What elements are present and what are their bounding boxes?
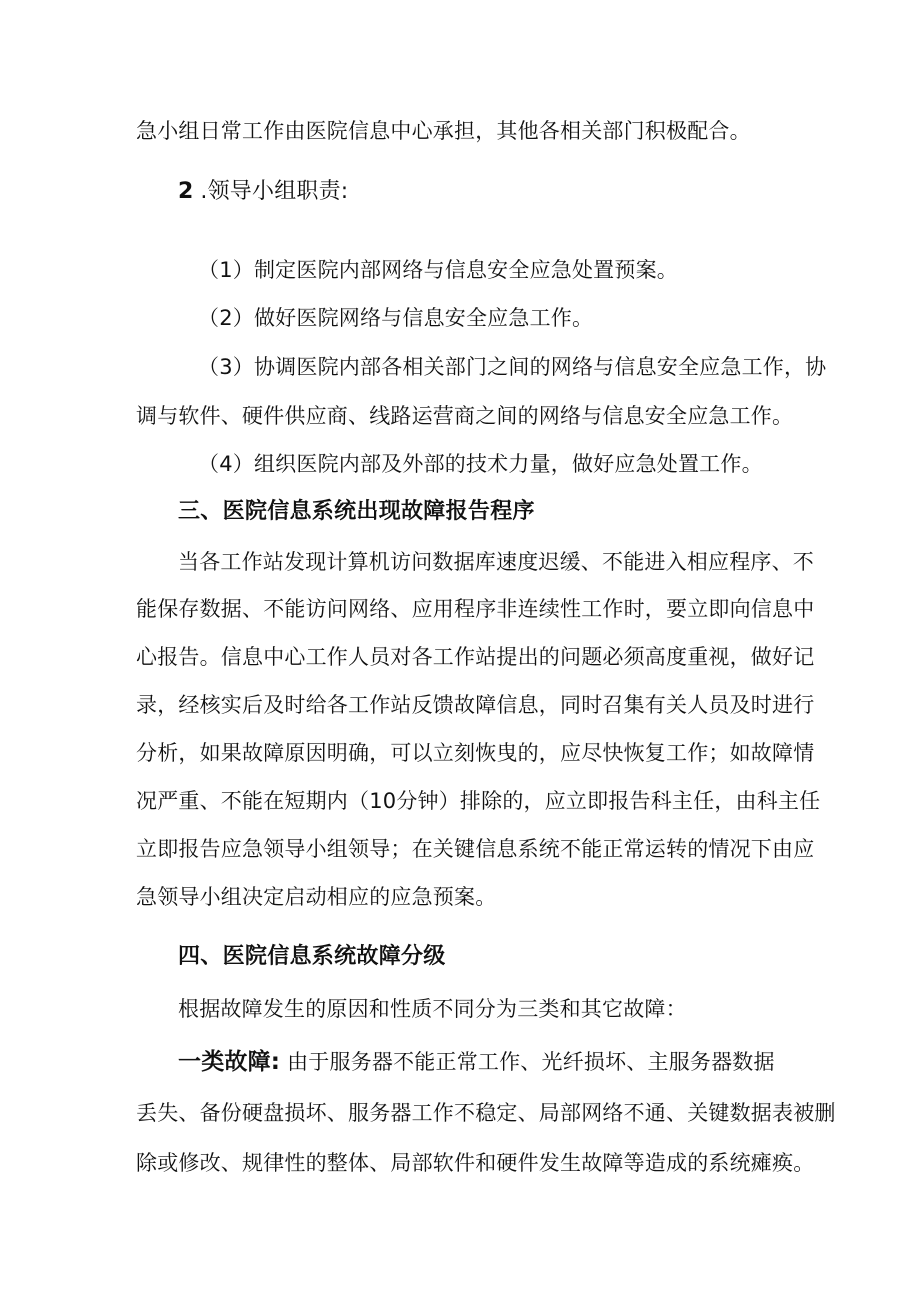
item-number: （3） xyxy=(198,355,254,379)
section4-intro: 根据故障发生的原因和性质不同分为三类和其它故障： xyxy=(178,997,687,1021)
section3-para-line-7: 立即报告应急领导小组领导；在关键信息系统不能正常运转的情况下由应 xyxy=(136,837,815,861)
class1-line-3: 除或修改、规律性的整体、局部软件和硬件发生故障等造成的系统瘫痪。 xyxy=(136,1151,815,1175)
section3-para-line-8: 急领导小组决定启动相应的应急预案。 xyxy=(136,885,497,909)
section2-title: .领导小组职责: xyxy=(200,179,349,204)
item-text: 组织医院内部及外部的技术力量，做好应急处置工作。 xyxy=(253,452,763,476)
section2-item-4 xyxy=(198,449,763,479)
section3-para-line-3: 心报告。信息中心工作人员对各工作站提出的问题必须高度重视，做好记 xyxy=(136,645,815,669)
item-number: （4） xyxy=(198,452,254,476)
section3-title: 三、医院信息系统出现故障报告程序 xyxy=(178,499,535,524)
item-text: 协调医院内部各相关部门之间的网络与信息安全应急工作，协 xyxy=(253,355,827,379)
section2-item-1 xyxy=(198,255,678,285)
section2-item-2 xyxy=(198,303,593,333)
class1-first-line xyxy=(178,1047,775,1077)
item-text: 制定医院内部网络与信息安全应急处置预案。 xyxy=(253,258,678,282)
item-number: （2） xyxy=(198,306,254,330)
section2-item-3-cont: 调与软件、硬件供应商、线路运营商之间的网络与信息安全应急工作。 xyxy=(136,404,794,428)
item-number: （1） xyxy=(198,258,254,282)
intro-line: 急小组日常工作由医院信息中心承担，其他各相关部门积极配合。 xyxy=(136,119,751,143)
class1-label: 一类故障: xyxy=(178,1049,281,1075)
section2-item-3 xyxy=(198,352,826,382)
section3-para-line-2: 能保存数据、不能访问网络、应用程序非连续性工作时，要立即向信息中 xyxy=(136,597,815,621)
item-text: 做好医院网络与信息安全应急工作。 xyxy=(253,306,594,330)
section4-title: 四、医院信息系统故障分级 xyxy=(178,944,446,969)
section2-number: 2 xyxy=(178,179,194,204)
section3-para-line-1: 当各工作站发现计算机访问数据库速度迟缓、不能进入相应程序、不 xyxy=(178,550,814,574)
section2-heading xyxy=(178,176,348,207)
class1-line-2: 丢失、备份硬盘损坏、服务器工作不稳定、局部网络不通、关键数据表被删 xyxy=(136,1101,836,1125)
section3-para-line-6: 况严重、不能在短期内（10分钟）排除的，应立即报告科主任，由科主任 xyxy=(136,789,821,813)
section3-para-line-4: 录，经核实后及时给各工作站反馈故障信息，同时召集有关人员及时进行 xyxy=(136,693,815,717)
section3-para-line-5: 分析，如果故障原因明确，可以立刻恢曳的，应尽快恢复工作；如故障情 xyxy=(136,741,815,765)
class1-text: 由于服务器不能正常工作、光纤损坏、主服务器数据 xyxy=(287,1050,775,1074)
